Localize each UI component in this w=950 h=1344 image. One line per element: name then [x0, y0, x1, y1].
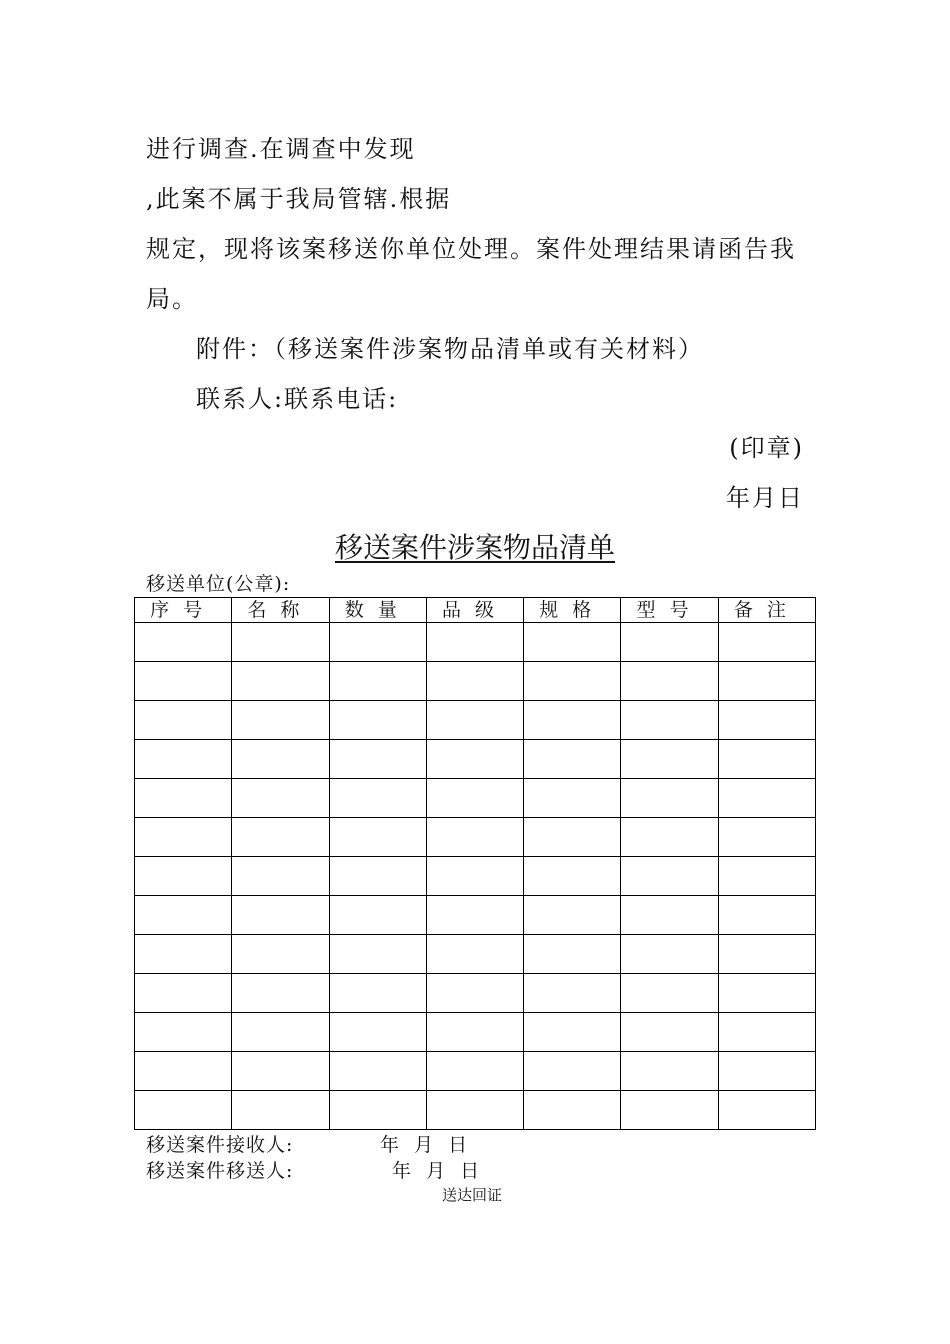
contact-line: 联系人:联系电话: — [196, 385, 399, 413]
notice-line-2: ,此案不属于我局管辖.根据 — [146, 185, 452, 213]
table-cell — [524, 1013, 621, 1052]
table-cell — [426, 662, 523, 701]
table-cell — [329, 1052, 426, 1091]
table-cell — [621, 818, 718, 857]
table-cell — [135, 1052, 232, 1091]
table-cell — [718, 896, 815, 935]
table-cell — [329, 974, 426, 1013]
table-cell — [524, 935, 621, 974]
receiver-date: 年 月 日 — [380, 1134, 469, 1156]
table-cell — [524, 779, 621, 818]
notice-line-4: 局。 — [146, 285, 198, 313]
table-cell — [329, 740, 426, 779]
table-cell — [621, 974, 718, 1013]
table-cell — [621, 896, 718, 935]
table-cell — [135, 974, 232, 1013]
column-header: 品级 — [426, 598, 523, 623]
table-cell — [232, 662, 329, 701]
table-cell — [718, 623, 815, 662]
table-row — [135, 896, 816, 935]
table-row — [135, 740, 816, 779]
table-cell — [426, 974, 523, 1013]
table-row — [135, 974, 816, 1013]
table-cell — [232, 701, 329, 740]
table-cell — [135, 662, 232, 701]
table-cell — [524, 662, 621, 701]
table-cell — [329, 857, 426, 896]
table-cell — [524, 974, 621, 1013]
table-cell — [524, 1052, 621, 1091]
table-cell — [135, 740, 232, 779]
notice-line-1: 进行调查.在调查中发现 — [146, 135, 416, 163]
table-row — [135, 818, 816, 857]
table-cell — [524, 623, 621, 662]
table-row — [135, 662, 816, 701]
table-cell — [621, 740, 718, 779]
table-cell — [718, 662, 815, 701]
table-row — [135, 779, 816, 818]
table-cell — [524, 740, 621, 779]
table-cell — [232, 1013, 329, 1052]
table-row — [135, 623, 816, 662]
table-cell — [524, 857, 621, 896]
table-cell — [718, 701, 815, 740]
notice-line-3: 规定，现将该案移送你单位处理。案件处理结果请函告我 — [146, 235, 796, 263]
table-cell — [718, 974, 815, 1013]
table-cell — [232, 1052, 329, 1091]
table-cell — [426, 623, 523, 662]
table-cell — [621, 1013, 718, 1052]
table-cell — [426, 701, 523, 740]
table-cell — [329, 818, 426, 857]
sender-date: 年 月 日 — [392, 1160, 481, 1182]
table-cell — [718, 779, 815, 818]
items-table — [134, 597, 816, 1130]
attachment-line: 附件：（移送案件涉案物品清单或有关材料） — [196, 335, 704, 363]
table-cell — [232, 857, 329, 896]
table-cell — [426, 1052, 523, 1091]
table-row — [135, 1091, 816, 1130]
table-cell — [621, 857, 718, 896]
table-cell — [718, 935, 815, 974]
table-row — [135, 1013, 816, 1052]
table-cell — [232, 623, 329, 662]
table-cell — [135, 1091, 232, 1130]
column-header: 名称 — [232, 598, 329, 623]
table-row — [135, 701, 816, 740]
table-cell — [621, 779, 718, 818]
table-cell — [426, 935, 523, 974]
column-header: 型号 — [621, 598, 718, 623]
table-cell — [718, 1091, 815, 1130]
table-cell — [329, 1091, 426, 1130]
table-cell — [524, 818, 621, 857]
table-cell — [232, 779, 329, 818]
column-header: 规格 — [524, 598, 621, 623]
table-cell — [426, 857, 523, 896]
table-cell — [621, 701, 718, 740]
table-cell — [426, 1091, 523, 1130]
table-cell — [329, 779, 426, 818]
table-cell — [718, 857, 815, 896]
table-cell — [621, 1052, 718, 1091]
receiver-label: 移送案件接收人: — [146, 1134, 294, 1156]
table-cell — [135, 623, 232, 662]
sender-unit-label: 移送单位(公章): — [146, 573, 291, 595]
table-cell — [135, 701, 232, 740]
column-header: 数量 — [329, 598, 426, 623]
table-cell — [232, 740, 329, 779]
table-cell — [232, 1091, 329, 1130]
column-header: 序号 — [135, 598, 232, 623]
column-header: 备注 — [718, 598, 815, 623]
table-cell — [232, 974, 329, 1013]
table-cell — [621, 623, 718, 662]
table-cell — [135, 896, 232, 935]
table-cell — [426, 779, 523, 818]
table-cell — [524, 1091, 621, 1130]
table-cell — [621, 662, 718, 701]
table-cell — [718, 1013, 815, 1052]
table-cell — [329, 623, 426, 662]
table-cell — [329, 1013, 426, 1052]
table-cell — [426, 896, 523, 935]
table-cell — [621, 935, 718, 974]
table-cell — [232, 818, 329, 857]
table-cell — [135, 779, 232, 818]
table-cell — [232, 935, 329, 974]
table-cell — [329, 662, 426, 701]
table-cell — [329, 701, 426, 740]
table-cell — [718, 1052, 815, 1091]
table-cell — [135, 935, 232, 974]
table-cell — [135, 818, 232, 857]
table-body — [135, 623, 816, 1130]
table-cell — [232, 896, 329, 935]
table-cell — [329, 896, 426, 935]
table-header-row — [135, 598, 816, 623]
table-cell — [718, 818, 815, 857]
table-cell — [329, 935, 426, 974]
table-cell — [135, 857, 232, 896]
table-cell — [426, 1013, 523, 1052]
seal-text: (印章) — [729, 434, 804, 462]
sender-label: 移送案件移送人: — [146, 1160, 294, 1182]
table-cell — [426, 818, 523, 857]
list-title: 移送案件涉案物品清单 — [334, 531, 615, 564]
receipt-title: 送达回证 — [442, 1186, 503, 1204]
notice-date: 年月日 — [726, 484, 804, 512]
table-cell — [718, 740, 815, 779]
table-cell — [135, 1013, 232, 1052]
table-cell — [524, 896, 621, 935]
table-cell — [621, 1091, 718, 1130]
table-row — [135, 1052, 816, 1091]
table-row — [135, 857, 816, 896]
table-cell — [426, 740, 523, 779]
table-row — [135, 935, 816, 974]
table-cell — [524, 701, 621, 740]
